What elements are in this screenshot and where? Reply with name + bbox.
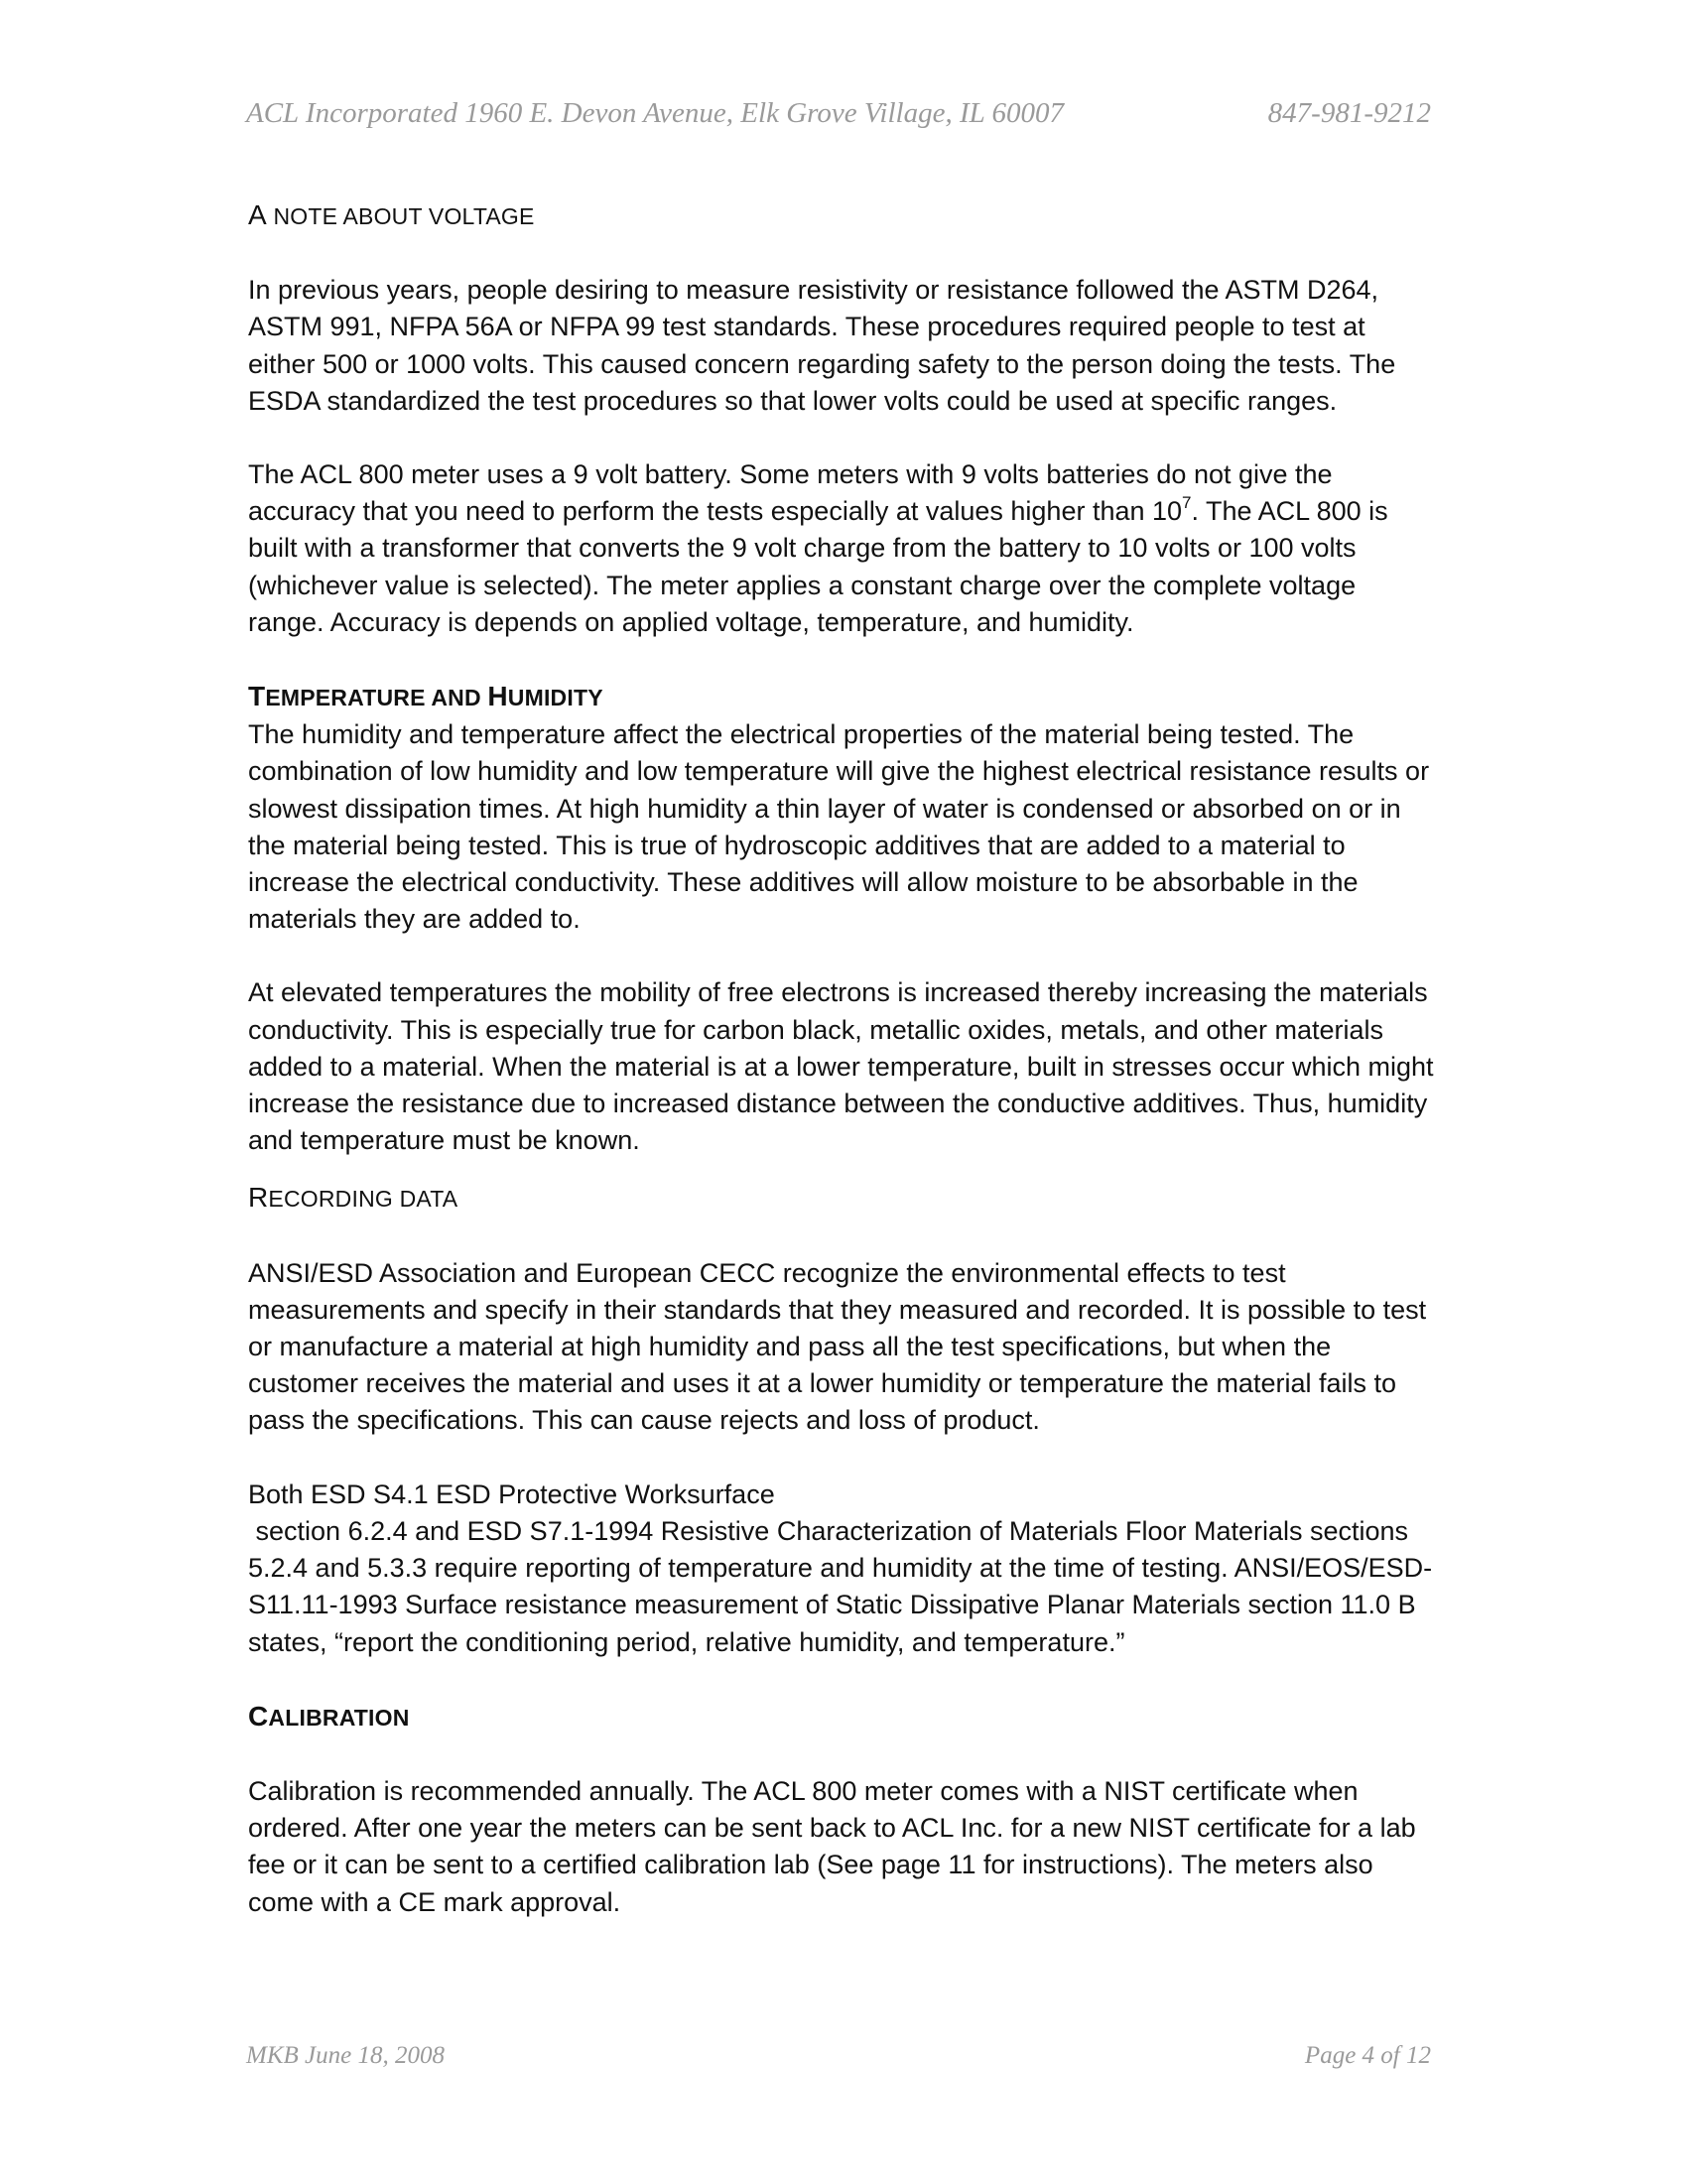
section-heading-recording-data: RECORDING DATA xyxy=(248,1182,458,1214)
page-header xyxy=(246,97,1431,130)
page-footer xyxy=(246,2042,1431,2070)
calibration-paragraph-1: Calibration is recommended annually. The ACL 800 meter comes with a NIST certificate when ordered. After one year the meters can be sent back to ACL Inc. for a new NIST certificate for a lab fee or it can be sent to a certified calibration lab (See page 11 for instructions). The meters also come with a CE mark approval. xyxy=(248,1775,1416,1917)
exponent: 7 xyxy=(1182,493,1192,513)
temperature-paragraph-2: At elevated temperatures the mobility of free electrons is increased thereby increasing the materials conductivity. This is especially true for carbon black, metallic oxides, metals, and other materials added to a material. When the material is at a lower temperature, built in stresses occur which might increase the resistance due to increased distance between the conductive additives. Thus, humidity and temperature must be known. xyxy=(248,977,1434,1156)
voltage-paragraph-1: In previous years, people desiring to measure resistivity or resistance followed the ASTM D264, ASTM 991, NFPA 56A or NFPA 99 test standards. These procedures required people to test at either 500 or 1000 volts. This caused concern regarding safety to the person doing the tests. The ESDA standardized the test procedures so that lower volts could be used at specific ranges. xyxy=(248,275,1396,416)
header-company-address: ACL Incorporated 1960 E. Devon Avenue, Elk Grove Village, IL 60007 xyxy=(246,97,1064,129)
header-phone: 847-981-9212 xyxy=(1267,97,1431,129)
recording-paragraph-2-line-1: Both ESD S4.1 ESD Protective Worksurface xyxy=(248,1478,775,1509)
temperature-paragraph-1: The humidity and temperature affect the electrical properties of the material being tested. The combination of low humidity and low temperature will give the highest electrical resistance results or slowest dissipation times. At high humidity a thin layer of water is condensed or absorbed on or in the material being tested. This is true of hydroscopic additives that are added to a material to increase the electrical conductivity. These additives will allow moisture to be absorbable in the materials they are added to. xyxy=(248,719,1430,935)
footer-author-date: MKB June 18, 2008 xyxy=(246,2042,445,2069)
footer-page-number: Page 4 of 12 xyxy=(1304,2042,1431,2069)
section-heading-temperature-humidity: TEMPERATURE AND HUMIDITY xyxy=(248,681,603,712)
section-heading-calibration: CALIBRATION xyxy=(248,1700,410,1732)
page-content xyxy=(248,196,1439,1921)
recording-paragraph-1: ANSI/ESD Association and European CECC recognize the environmental effects to test measurements and specify in their standards that they measured and recorded. It is possible to test or manufacture a material at high humidity and pass all the test specifications, but when the customer receives the material and uses it at a lower humidity or temperature the material fails to pass the specifications. This can cause rejects and loss of product. xyxy=(248,1257,1427,1436)
voltage-paragraph-2: The ACL 800 meter uses a 9 volt battery. Some meters with 9 volts batteries do not give the accuracy that you need to perform the tests especially at values higher than $10^7$. The ACL 800 is built with a transformer that converts the 9 volt charge from the battery to 10 volts or 100 volts (whichever value is selected). The meter applies a constant charge over the complete voltage range. Accuracy is depends on applied voltage, temperature, and humidity. xyxy=(248,459,1388,637)
section-heading-voltage: A NOTE ABOUT VOLTAGE xyxy=(248,199,535,230)
recording-paragraph-2: section 6.2.4 and ESD S7.1-1994 Resistive Characterization of Materials Floor Materials sections 5.2.4 and 5.3.3 require reporting of temperature and humidity at the time of testing. ANSI/EOS/ESD-S11.11-1993 Surface resistance measurement of Static Dissipative Planar Materials section 11.0 B states, “report the conditioning period, relative humidity, and temperature.” xyxy=(248,1515,1433,1657)
